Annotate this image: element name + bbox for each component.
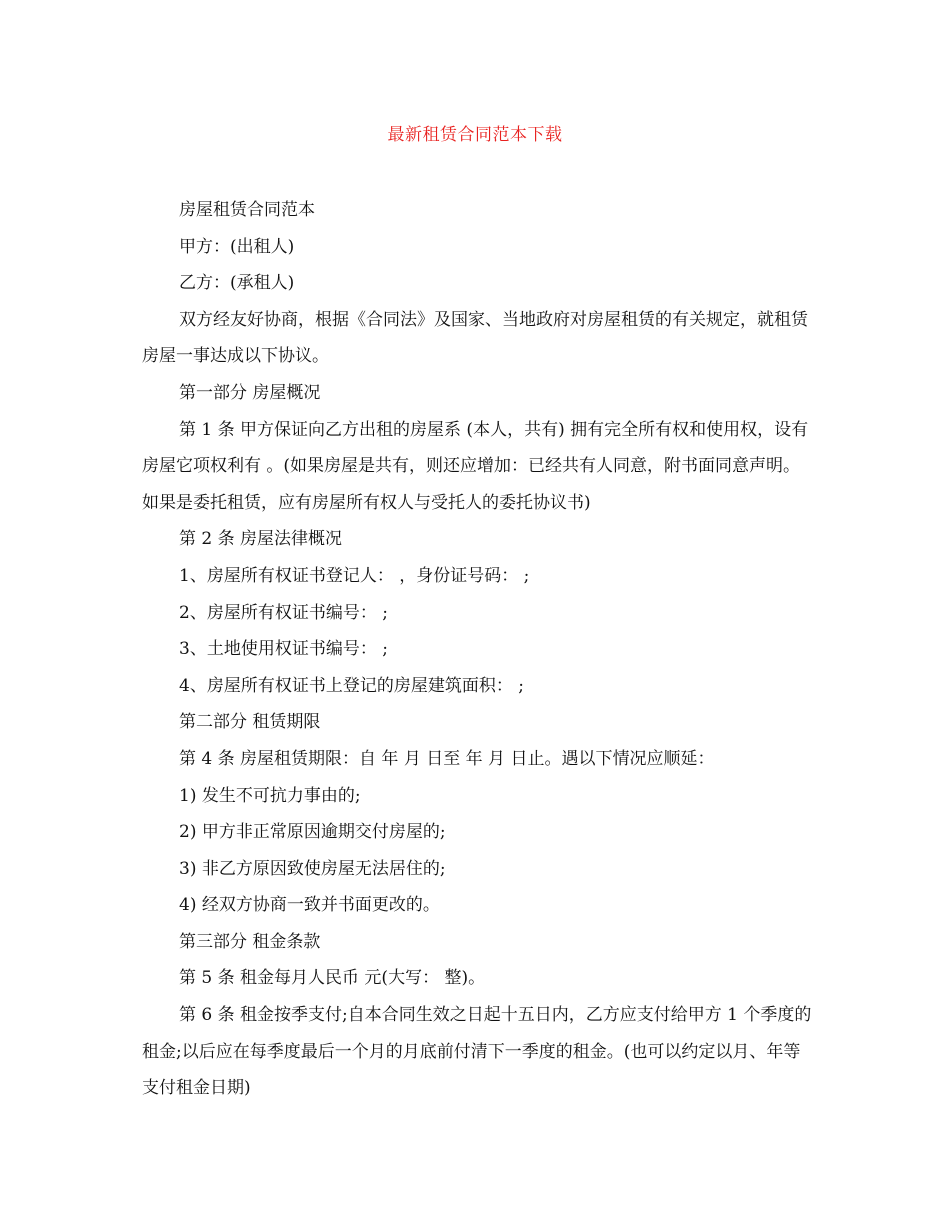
party-b-line: 乙方：(承租人) [179,273,295,294]
party-a-line: 甲方：(出租人) [179,236,295,257]
contract-heading: 房屋租赁合同范本 [179,200,315,220]
clause-heading: 第 2 条 房屋法律概况 [179,529,343,550]
clause-paragraph: 第 4 条 房屋租赁期限：自 年 月 日至 年 月 日止。遇以下情况应顺延： [179,748,715,769]
list-item: 2) 甲方非正常原因逾期交付房屋的; [179,822,446,843]
list-item: 1、房屋所有权证书登记人： ，身份证号码： ; [179,565,530,586]
list-item: 1) 发生不可抗力事由的; [179,785,361,806]
section-heading: 第三部分 租金条款 [179,931,321,952]
list-item: 3、土地使用权证书编号： ; [179,639,388,660]
list-item: 3) 非乙方原因致使房屋无法居住的; [179,858,446,879]
list-item: 2、房屋所有权证书编号： ; [179,602,388,623]
section-heading: 第一部分 房屋概况 [179,382,321,403]
clause-paragraph: 第 1 条 甲方保证向乙方出租的房屋系 (本人，共有) 拥有完全所有权和使用权，设有房屋它项权利有 。(如果房屋是共有，则还应增加：已经共有人同意，附书面同意声明。如果是委托租赁，应有房屋所有权人与受托人的委托协议书) [142,419,809,513]
clause-paragraph: 第 6 条 租金按季支付;自本合同生效之日起十五日内，乙方应支付给甲方 1 个季度的租金;以后应在每季度最后一个月的月底前付清下一季度的租金。(也可以约定以月、年等支付租金日期) [142,1005,812,1099]
list-item: 4、房屋所有权证书上登记的房屋建筑面积： ; [179,675,524,696]
document-body [142,192,812,1107]
list-item: 4) 经双方协商一致并书面更改的。 [179,895,440,916]
section-heading: 第二部分 租赁期限 [179,712,321,733]
document-title: 最新租赁合同范本下载 [387,125,563,145]
agreement-preamble: 双方经友好协商，根据《合同法》及国家、当地政府对房屋租赁的有关规定，就租赁房屋一事达成以下协议。 [142,309,808,367]
clause-paragraph: 第 5 条 租金每月人民币 元(大写： 整)。 [179,968,486,989]
